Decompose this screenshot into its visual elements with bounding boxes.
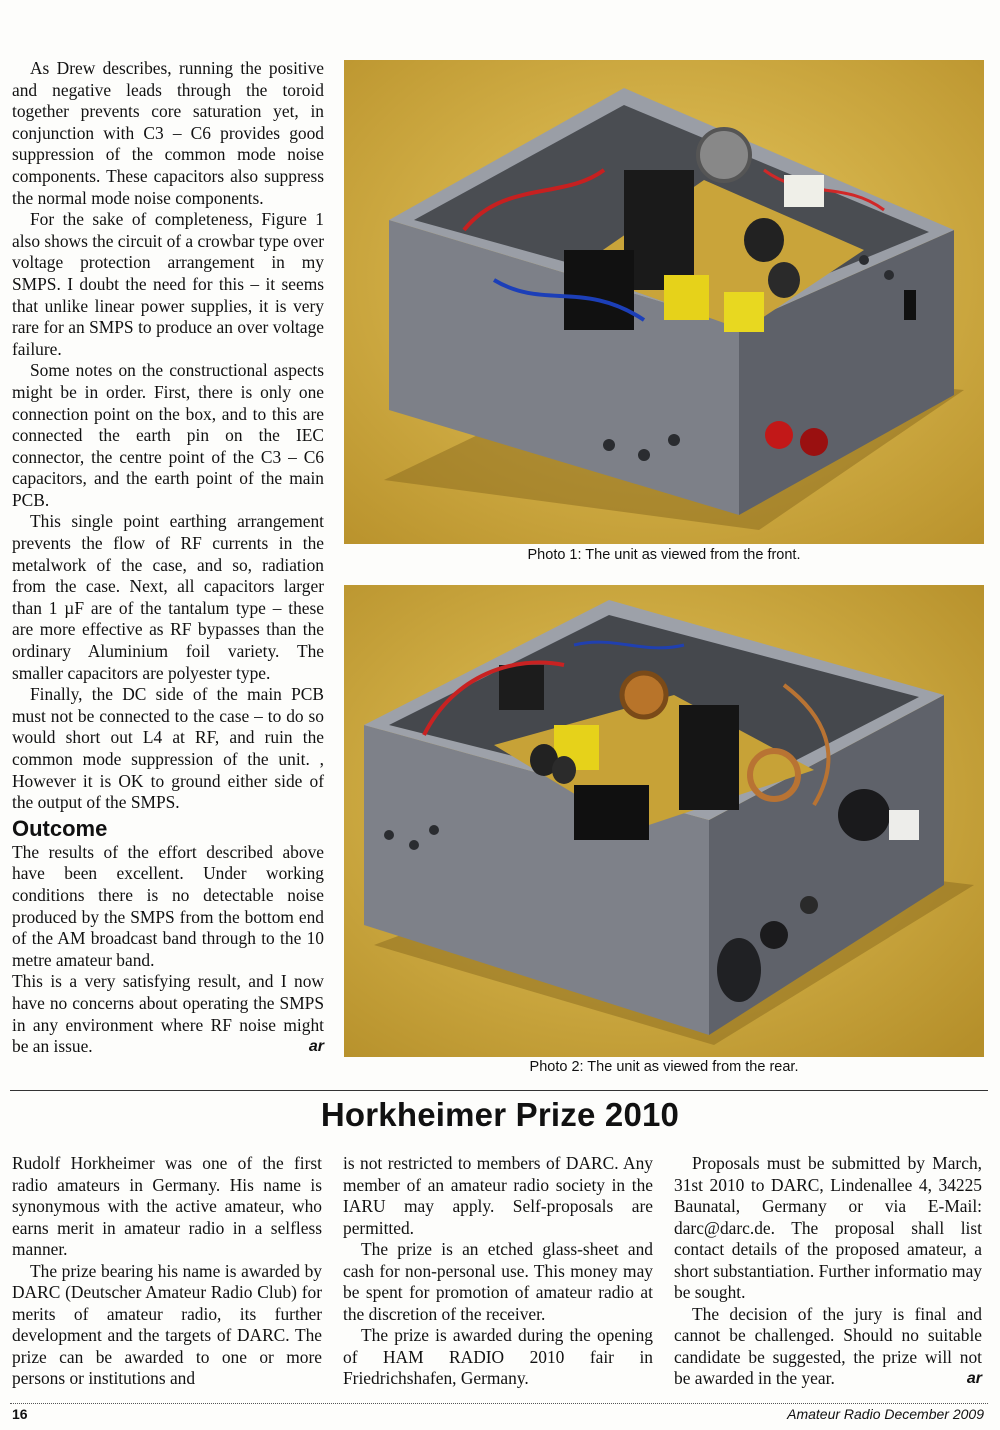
photo-unit-front: [344, 60, 984, 544]
paragraph-text: This is a very satisfying result, and I now have no concerns about operating the SMPS in any environment where RF noise might be an issue.: [12, 971, 324, 1057]
article2-column-2: [343, 1153, 653, 1390]
article2-column-3: [674, 1153, 982, 1390]
paragraph: The prize bearing his name is awarded by DARC (Deutscher Amateur Radio Club) for merits of amateur radio, its further development and the targets of DARC. The prize can be awarded to one or more persons or institutions and: [12, 1260, 322, 1388]
paragraph: The results of the effort described above have been excellent. Under working conditions there is no detectable noise produced by the SMPS from the bottom end of the AM broadcast band through to the 10 metre amateur band.: [12, 841, 324, 970]
paragraph: [674, 1304, 982, 1390]
paragraph-text: The decision of the jury is final and cannot be challenged. Should no suitable candidate be suggested, the prize will not be awarded in the year.: [674, 1303, 982, 1388]
paragraph: Proposals must be submitted by March, 31st 2010 to DARC, Lindenallee 4, 34225 Baunatal, Germany or via E-Mail: darc@darc.de. The proposal shall list contact details of the proposed amateur, a short substantiation. Further informatio may be sought.: [674, 1153, 982, 1302]
article-headline: Horkheimer Prize 2010: [320, 1096, 680, 1133]
paragraph: The prize is awarded during the opening of HAM RADIO 2010 fair in Friedrichshafen, Germany.: [343, 1325, 653, 1388]
magazine-footer: Amateur Radio December 2009: [787, 1406, 984, 1422]
photo-front-illustration: [344, 60, 984, 544]
section-divider: [10, 1090, 988, 1091]
footer-rule: [10, 1403, 988, 1404]
paragraph: Some notes on the constructional aspects might be in order. First, there is only one connection point on the box, and to this are connected the earth pin on the IEC connector, the centre point of the C3 – C6 capacitors, and the earth point of the main PCB.: [12, 360, 324, 510]
paragraph: [12, 971, 324, 1057]
article2-column-1: [12, 1153, 322, 1390]
photo1-caption: Photo 1: The unit as viewed from the front.: [527, 547, 801, 563]
photo-rear-illustration: [344, 585, 984, 1057]
article-left-column: [12, 58, 324, 1058]
paragraph: The prize is an etched glass-sheet and cash for non-personal use. This money may be spent for promotion of amateur radio at the discretion of the receiver.: [343, 1239, 653, 1324]
photo-unit-rear: [344, 585, 984, 1057]
end-mark: ar: [308, 1038, 324, 1056]
paragraph: For the sake of completeness, Figure 1 also shows the circuit of a crowbar type over voltage protection arrangement in my SMPS. I doubt the need for this – it seems that unlike linear power supplies, it is very rare for an SMPS to produce an over voltage failure.: [12, 209, 324, 359]
section-heading-outcome: Outcome: [12, 815, 108, 841]
paragraph: Rudolf Horkheimer was one of the first radio amateurs in Germany. His name is synonymous with the active amateur, who earns merit in amateur radio in a selfless manner.: [12, 1153, 322, 1259]
paragraph: As Drew describes, running the positive and negative leads through the toroid together prevents core saturation yet, in conjunction with C3 – C6 provides good suppression of the common mode noise components. These capacitors also suppress the normal mode noise components.: [12, 58, 324, 208]
photo2-caption: Photo 2: The unit as viewed from the rear.: [529, 1059, 799, 1075]
paragraph: Finally, the DC side of the main PCB must not be connected to the case – to do so would short out L4 at RF, and ruin the common mode suppression of the unit. , However it is OK to ground either side of the output of the SMPS.: [12, 684, 324, 813]
page-number: 16: [12, 1406, 28, 1422]
paragraph: is not restricted to members of DARC. Any member of an amateur radio society in the IARU may apply. Self-proposals are permitted.: [343, 1153, 653, 1238]
end-mark: ar: [966, 1370, 982, 1387]
paragraph: This single point earthing arrangement prevents the flow of RF currents in the metalwork of the case, and so, radiation from the case. Next, all capacitors larger than 1 µF are of the tantalum type – these are more effective as RF bypasses than the ordinary Aluminium foil variety. The smaller capacitors are polyester type.: [12, 511, 324, 683]
